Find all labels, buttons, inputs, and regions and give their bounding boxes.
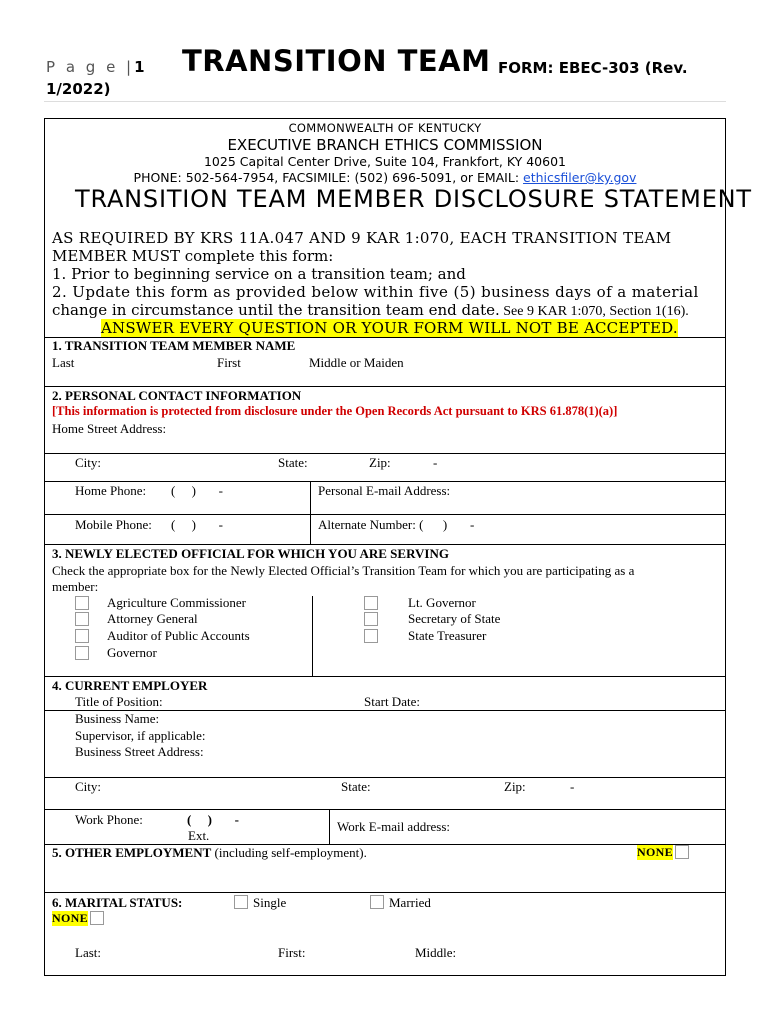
divider <box>45 676 725 677</box>
personal-email-label[interactable]: Personal E-mail Address: <box>318 483 451 498</box>
married-label: Married <box>389 895 431 910</box>
checkbox-marital-none[interactable] <box>90 911 104 925</box>
name-last-label[interactable]: Last <box>52 355 75 370</box>
form-number: FORM: EBEC-303 (Rev. <box>498 59 688 77</box>
option-label: Lt. Governor <box>408 595 476 610</box>
divider <box>45 809 725 810</box>
commonwealth-line: COMMONWEALTH OF KENTUCKY <box>288 121 482 135</box>
page-number: 1 <box>134 58 145 76</box>
divider <box>45 777 725 778</box>
header-divider <box>44 101 726 102</box>
title-of-position-label[interactable]: Title of Position: <box>75 694 163 709</box>
zip-dash: - <box>433 455 438 470</box>
option-label: State Treasurer <box>408 628 487 643</box>
spouse-first-label[interactable]: First: <box>278 945 306 960</box>
checkbox-governor[interactable] <box>75 646 89 660</box>
section-2-heading: 2. PERSONAL CONTACT INFORMATION <box>52 388 302 403</box>
checkbox-lt-governor[interactable] <box>364 596 378 610</box>
form-frame <box>44 118 752 976</box>
checkbox-state-treasurer[interactable] <box>364 629 378 643</box>
home-phone-label[interactable]: Home Phone: <box>75 483 147 498</box>
checkbox-attorney-general[interactable] <box>75 612 89 626</box>
section-1-heading: 1. TRANSITION TEAM MEMBER NAME <box>52 338 296 353</box>
checkbox-married[interactable] <box>370 895 384 909</box>
business-street-label[interactable]: Business Street Address: <box>75 744 204 759</box>
other-employment-none-label: NONE <box>637 845 673 859</box>
statement-title: TRANSITION TEAM MEMBER DISCLOSURE STATEMENT <box>75 185 752 213</box>
name-middle-label[interactable]: Middle or Maiden <box>309 355 404 370</box>
section-5-heading <box>52 845 367 861</box>
section-6-heading: 6. MARITAL STATUS: <box>52 895 183 910</box>
page-prefix: P a g e | <box>46 58 135 76</box>
intro-line-2: MEMBER MUST complete this form: <box>52 247 334 265</box>
divider <box>45 892 725 893</box>
section-5-subtitle: (including self-employment). <box>211 845 367 860</box>
business-zip-label[interactable]: Zip: <box>504 779 526 794</box>
divider <box>45 514 725 515</box>
work-phone-label[interactable]: Work Phone: <box>75 812 143 827</box>
intro-line-1: AS REQUIRED BY KRS 11A.047 AND 9 KAR 1:070, EACH TRANSITION TEAM <box>52 229 672 247</box>
column-divider <box>329 809 330 844</box>
option-label: Secretary of State <box>408 611 501 626</box>
page-indicator <box>46 58 145 76</box>
email-link[interactable]: ethicsfiler@ky.gov <box>523 170 637 185</box>
home-street-label[interactable]: Home Street Address: <box>52 421 167 436</box>
section-3-instruction-cont: member: <box>52 579 99 594</box>
home-city-label[interactable]: City: <box>75 455 102 470</box>
page-header <box>0 0 770 110</box>
intro-line-5-text: change in circumstance until the transition team end date. <box>52 301 500 319</box>
answer-warning: ANSWER EVERY QUESTION OR YOUR FORM WILL NOT BE ACCEPTED. <box>101 319 678 337</box>
name-first-label[interactable]: First <box>217 355 241 370</box>
spouse-middle-label[interactable]: Middle: <box>415 945 457 960</box>
section-3-instruction: Check the appropriate box for the Newly Elected Official’s Transition Team for which you are participating as a <box>52 563 635 578</box>
divider <box>45 453 725 454</box>
mobile-phone-format: ( ) - <box>171 517 223 532</box>
contact-text: PHONE: 502-564-7954, FACSIMILE: (502) 696-5091, or EMAIL: <box>133 170 524 185</box>
checkbox-single[interactable] <box>234 895 248 909</box>
business-state-label[interactable]: State: <box>341 779 371 794</box>
divider <box>45 386 725 387</box>
column-divider <box>310 481 311 544</box>
intro-line-3: 1. Prior to beginning service on a transition team; and <box>52 265 466 283</box>
section-5-title: 5. OTHER EMPLOYMENT <box>52 845 212 860</box>
home-zip-label[interactable]: Zip: <box>369 455 391 470</box>
checkbox-other-employment-none[interactable] <box>675 845 689 859</box>
intro-line-5 <box>52 301 689 320</box>
start-date-label[interactable]: Start Date: <box>364 694 420 709</box>
divider <box>45 481 725 482</box>
form-revision-date: 1/2022) <box>46 80 111 98</box>
zip-dash: - <box>570 779 575 794</box>
commission-name: EXECUTIVE BRANCH ETHICS COMMISSION <box>227 136 543 154</box>
column-divider <box>312 596 313 676</box>
home-phone-format: ( ) - <box>171 483 223 498</box>
section-4-heading: 4. CURRENT EMPLOYER <box>52 678 208 693</box>
kar-reference: See 9 KAR 1:070, Section 1(16). <box>499 304 689 319</box>
work-email-label[interactable]: Work E-mail address: <box>337 819 451 834</box>
checkbox-secretary-of-state[interactable] <box>364 612 378 626</box>
option-label: Governor <box>107 645 157 660</box>
work-phone-ext[interactable]: Ext. <box>188 828 210 843</box>
marital-none-label: NONE <box>52 911 88 925</box>
mobile-phone-label[interactable]: Mobile Phone: <box>75 517 152 532</box>
home-state-label[interactable]: State: <box>278 455 308 470</box>
supervisor-label[interactable]: Supervisor, if applicable: <box>75 728 206 743</box>
single-label: Single <box>253 895 287 910</box>
section-3-heading: 3. NEWLY ELECTED OFFICIAL FOR WHICH YOU ARE SERVING <box>52 546 449 561</box>
alternate-number-label[interactable]: Alternate Number: ( ) - <box>318 517 475 532</box>
spouse-last-label[interactable]: Last: <box>75 945 101 960</box>
privacy-notice: [This information is protected from disclosure under the Open Records Act pursuant to KRS 61.878(1)(a)] <box>52 404 618 418</box>
work-phone-format: ( ) - <box>187 812 239 827</box>
option-label: Auditor of Public Accounts <box>107 628 250 643</box>
checkbox-auditor-of-public-accounts[interactable] <box>75 629 89 643</box>
option-label: Attorney General <box>107 611 198 626</box>
option-label: Agriculture Commissioner <box>107 595 247 610</box>
intro-line-4: 2. Update this form as provided below within five (5) business days of a material <box>52 283 699 301</box>
divider <box>45 544 725 545</box>
agency-address: 1025 Capital Center Drive, Suite 104, Frankfort, KY 40601 <box>203 154 566 169</box>
business-city-label[interactable]: City: <box>75 779 102 794</box>
checkbox-agriculture-commissioner[interactable] <box>75 596 89 610</box>
business-name-label[interactable]: Business Name: <box>75 711 160 726</box>
header-title: TRANSITION TEAM <box>182 44 491 78</box>
agency-contact <box>45 170 725 185</box>
